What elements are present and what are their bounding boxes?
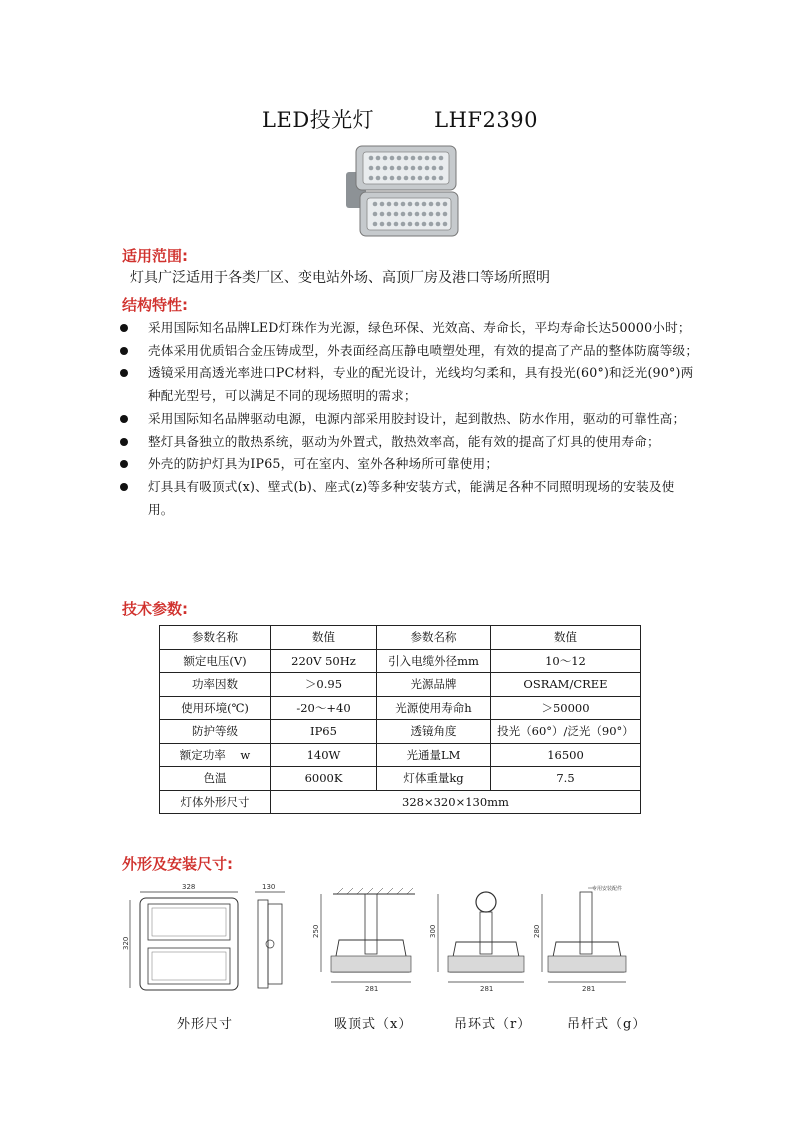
table-cell: ＞0.95	[271, 673, 377, 697]
table-row	[160, 649, 641, 673]
table-cell: 10～12	[491, 649, 641, 673]
product-image	[338, 142, 462, 244]
feature-list	[100, 317, 700, 521]
feature-item: 透镜采用高透光率进口PC材料，专业的配光设计，光线均匀柔和，具有投光(60°)和泛光(90°)两种配光型号，可以满足不同的现场照明的需求；	[100, 362, 700, 407]
feature-item: 壳体采用优质铝合金压铸成型，外表面经高压静电喷塑处理，有效的提高了产品的整体防腐等级；	[100, 340, 700, 363]
params-heading: 技术参数:	[122, 600, 188, 618]
table-cell: 光源品牌	[377, 673, 491, 697]
feature-item: 整灯具备独立的散热系统，驱动为外置式，散热效率高，能有效的提高了灯具的使用寿命；	[100, 431, 700, 454]
header-cell: 参数名称	[377, 626, 491, 650]
structure-heading: 结构特性:	[122, 296, 188, 314]
dim-depth: 130	[262, 883, 276, 891]
table-cell: 140W	[271, 743, 377, 767]
application-text: 灯具广泛适用于各类厂区、变电站外场、高顶厂房及港口等场所照明	[130, 270, 550, 286]
table-row	[160, 673, 641, 697]
table-cell: -20～+40	[271, 696, 377, 720]
table-cell: 灯体外形尺寸	[160, 790, 271, 814]
table-header-row	[160, 626, 641, 650]
caption-outline: 外形尺寸	[177, 1017, 234, 1032]
bullet-icon	[120, 324, 128, 332]
table-row	[160, 743, 641, 767]
table-cell: 6000K	[271, 767, 377, 791]
table-cell: 色温	[160, 767, 271, 791]
table-cell: 投光（60°）/泛光（90°）	[491, 720, 641, 744]
table-cell: IP65	[271, 720, 377, 744]
table-cell: OSRAM/CREE	[491, 673, 641, 697]
table-cell: 灯体重量kg	[377, 767, 491, 791]
caption-ring: 吊环式（r）	[454, 1017, 532, 1032]
bullet-icon	[120, 415, 128, 423]
table-cell: 7.5	[491, 767, 641, 791]
table-row	[160, 720, 641, 744]
table-cell: ＞50000	[491, 696, 641, 720]
dim-g-note: 专用安装配件	[592, 886, 623, 892]
dim-g-height: 280	[533, 924, 541, 938]
dim-width: 328	[182, 883, 196, 891]
header-cell: 数值	[271, 626, 377, 650]
feature-item: 外壳的防护灯具为IP65，可在室内、室外各种场所可靠使用；	[100, 453, 700, 476]
caption-pole: 吊杆式（g）	[567, 1017, 647, 1032]
table-row	[160, 767, 641, 791]
spec-table	[159, 625, 641, 814]
table-cell: 引入电缆外径mm	[377, 649, 491, 673]
table-cell: 功率因数	[160, 673, 271, 697]
feature-item: 采用国际知名品牌驱动电源，电源内部采用胶封设计，起到散热、防水作用，驱动的可靠性高；	[100, 408, 700, 431]
table-row	[160, 790, 641, 814]
feature-item: 采用国际知名品牌LED灯珠作为光源，绿色环保、光效高、寿命长，平均寿命长达50000小时；	[100, 317, 700, 340]
ring-mount-drawing	[430, 880, 540, 1005]
table-cell: 16500	[491, 743, 641, 767]
table-cell: 220V 50Hz	[271, 649, 377, 673]
table-cell: 额定电压(V)	[160, 649, 271, 673]
table-cell: 透镜角度	[377, 720, 491, 744]
table-cell: 额定功率 w	[160, 743, 271, 767]
dim-x-width: 281	[365, 985, 379, 993]
table-cell: 防护等级	[160, 720, 271, 744]
bullet-icon	[120, 460, 128, 468]
caption-ceiling: 吸顶式（x）	[334, 1017, 413, 1032]
application-heading: 适用范围:	[122, 247, 188, 265]
dim-height: 320	[122, 936, 130, 950]
dim-r-height: 300	[429, 924, 437, 938]
header-cell: 参数名称	[160, 626, 271, 650]
table-cell: 光通量LM	[377, 743, 491, 767]
dimensions-heading: 外形及安装尺寸:	[122, 855, 233, 873]
header-cell: 数值	[491, 626, 641, 650]
dim-x-height: 250	[312, 924, 320, 938]
page-title	[0, 104, 800, 134]
dim-g-width: 281	[582, 985, 596, 993]
outline-drawing	[120, 880, 300, 1005]
table-row	[160, 696, 641, 720]
pole-mount-drawing	[530, 880, 650, 1005]
table-cell: 328×320×130mm	[271, 790, 641, 814]
bullet-icon	[120, 369, 128, 377]
bullet-icon	[120, 438, 128, 446]
feature-item: 灯具具有吸顶式(x)、壁式(b)、座式(z)等多种安装方式，能满足各种不同照明现场的安装及使用。	[100, 476, 700, 521]
product-model: LHF2390	[434, 108, 538, 132]
table-cell: 使用环境(℃)	[160, 696, 271, 720]
dim-r-width: 281	[480, 985, 494, 993]
table-cell: 光源使用寿命h	[377, 696, 491, 720]
bullet-icon	[120, 347, 128, 355]
ceiling-mount-drawing	[305, 880, 435, 1005]
bullet-icon	[120, 483, 128, 491]
product-name: LED投光灯	[262, 108, 375, 132]
